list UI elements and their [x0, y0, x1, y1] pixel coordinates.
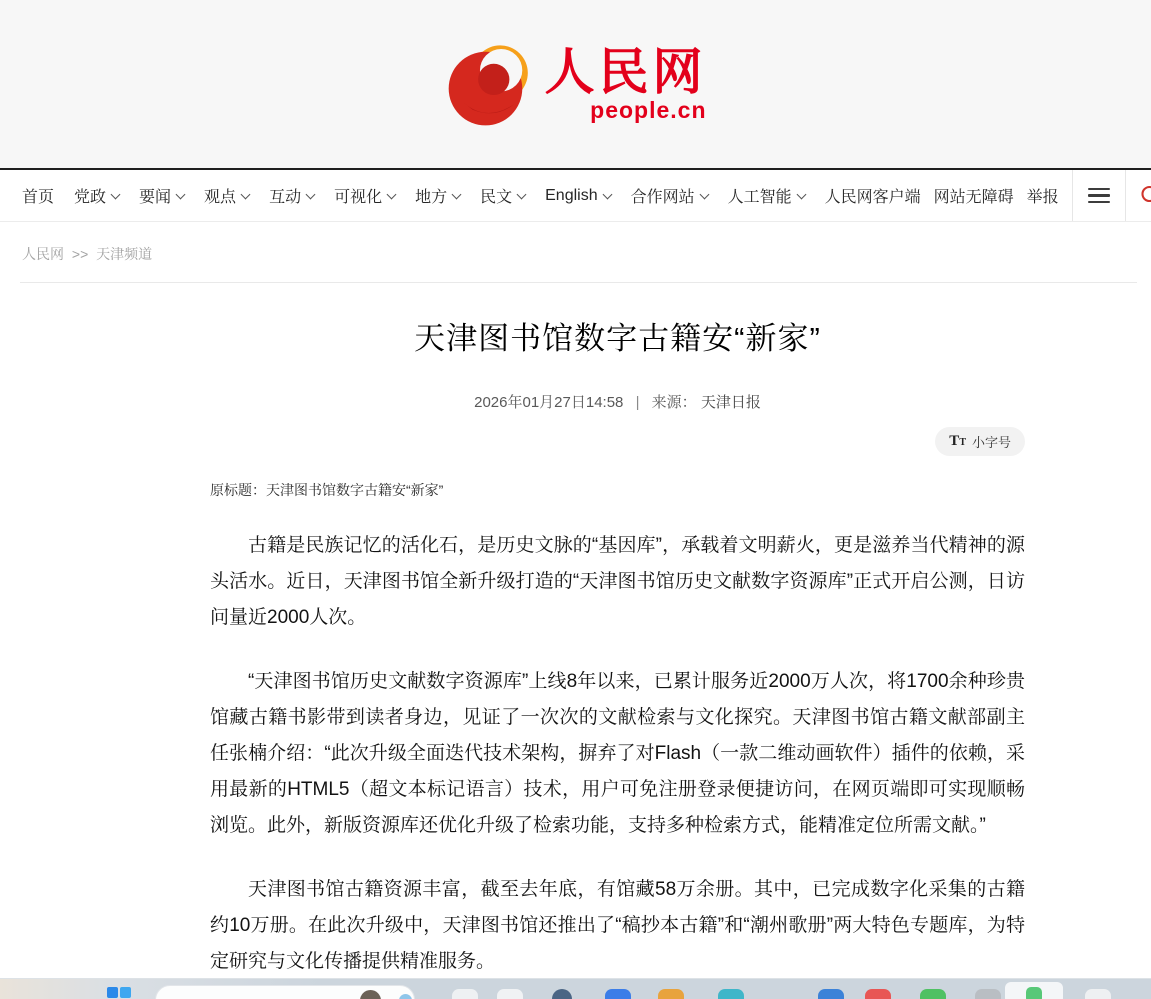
nav-label: 要闻	[139, 189, 172, 206]
people-cn-logo[interactable]	[445, 38, 707, 130]
font-size-label: 小字号	[971, 435, 1011, 451]
nav-label: 可视化	[334, 189, 383, 206]
search-accent-icon	[399, 994, 412, 999]
nav-item-accessibility[interactable]	[934, 184, 1014, 207]
breadcrumb-separator: >>	[71, 246, 89, 262]
breadcrumb-channel-link[interactable]: 天津频道	[96, 246, 153, 262]
chevron-down-icon	[796, 189, 806, 199]
chevron-down-icon	[111, 189, 121, 199]
site-name-en: people.cn	[590, 96, 707, 123]
taskbar-app-icon[interactable]	[975, 989, 1001, 999]
windows-logo-icon	[107, 987, 118, 998]
taskbar-app-icon	[1026, 987, 1042, 999]
nav-label: 互动	[269, 189, 302, 206]
meta-divider: |	[635, 394, 640, 412]
publish-date: 2026年01月27日14:58	[474, 394, 624, 412]
nav-label: 合作网站	[630, 189, 695, 206]
nav-item-keshihua[interactable]	[334, 184, 395, 207]
article-body	[210, 528, 1025, 980]
taskbar-app-icon[interactable]	[818, 989, 844, 999]
nav-item-guandian[interactable]	[204, 184, 249, 207]
people-globe-icon	[445, 38, 537, 130]
nav-label: English	[545, 186, 598, 204]
main-nav	[0, 168, 1151, 222]
nav-item-home[interactable]	[22, 184, 54, 207]
nav-label: 网站无障碍	[933, 189, 1014, 206]
source-label: 来源：	[651, 394, 697, 412]
nav-item-app-client[interactable]	[825, 184, 921, 207]
original-title-text: 天津图书馆数字古籍安“新家”	[266, 482, 444, 499]
nav-item-hezuowangzhan[interactable]	[631, 184, 708, 207]
taskbar-app-icon[interactable]	[552, 989, 572, 999]
start-button[interactable]	[107, 987, 131, 999]
breadcrumb-section	[0, 222, 1151, 283]
nav-item-rengongzhineng[interactable]	[728, 184, 805, 207]
nav-item-yaowen[interactable]	[139, 184, 184, 207]
taskbar-app-icon[interactable]	[865, 989, 891, 999]
source-name[interactable]: 天津日报	[700, 394, 761, 412]
chevron-down-icon	[602, 189, 612, 199]
article-toolbar	[210, 427, 1025, 456]
nav-item-english[interactable]	[545, 187, 610, 205]
nav-label: 民文	[480, 189, 513, 206]
search-button[interactable]	[1125, 170, 1151, 221]
nav-label: 人工智能	[727, 189, 792, 206]
taskbar-active-app[interactable]	[1005, 982, 1063, 999]
paragraph: 古籍是民族记忆的活化石，是历史文脉的“基因库”，承载着文明薪火，更是滋养当代精神的源头活水。近日，天津图书馆全新升级打造的“天津图书馆历史文献数字资源库”正式开启公测，日访问量近2000人次。	[210, 535, 1025, 629]
nav-label: 党政	[74, 189, 107, 206]
nav-label: 地方	[415, 189, 448, 206]
article-meta	[210, 391, 1025, 412]
article	[210, 283, 1025, 980]
paragraph: “天津图书馆历史文献数字资源库”上线8年以来，已累计服务近2000万人次，将1700余种珍贵馆藏古籍书影带到读者身边，见证了一次次的文献检索与文化探究。天津图书馆古籍文献部副主任张楠介绍：“此次升级全面迭代技术架构，摒弃了对Flash（一款二维动画软件）插件的依赖，采用最新的HTML5（超文本标记语言）技术，用户可免注册登录便捷访问，在网页端即可实现顺畅浏览。此外，新版资源库还优化升级了检索功能，支持多种检索方式，能精准定位所需文献。”	[210, 671, 1025, 837]
nav-label: 首页	[22, 189, 55, 206]
chevron-down-icon	[176, 189, 186, 199]
menu-button[interactable]	[1073, 170, 1125, 221]
nav-item-hudong[interactable]	[269, 184, 314, 207]
site-header	[0, 0, 1151, 168]
taskbar-app-icon[interactable]	[658, 989, 684, 999]
nav-item-report[interactable]	[1027, 184, 1059, 207]
nav-icon-section	[1072, 170, 1151, 221]
taskbar-app-icon[interactable]	[920, 989, 946, 999]
breadcrumb-site-link[interactable]: 人民网	[22, 246, 64, 262]
taskbar-app-icon[interactable]	[452, 989, 478, 999]
taskbar-search-box[interactable]	[155, 985, 415, 999]
taskbar-app-icon[interactable]	[1085, 989, 1111, 999]
font-size-button[interactable]	[935, 427, 1025, 456]
site-name-cn: 人民网	[544, 43, 707, 100]
nav-label: 举报	[1026, 189, 1059, 206]
original-title-label: 原标题：	[210, 482, 266, 499]
chevron-down-icon	[699, 189, 709, 199]
nav-item-difang[interactable]	[415, 184, 460, 207]
taskbar-app-icon[interactable]	[718, 989, 744, 999]
hamburger-icon	[1088, 188, 1110, 204]
search-icon	[1139, 184, 1151, 208]
chevron-down-icon	[306, 189, 316, 199]
taskbar	[0, 978, 1151, 999]
breadcrumb	[0, 222, 1151, 282]
chevron-down-icon	[387, 189, 397, 199]
chevron-down-icon	[241, 189, 251, 199]
nav-item-dangzheng[interactable]	[74, 184, 119, 207]
nav-label: 人民网客户端	[824, 189, 921, 206]
chevron-down-icon	[517, 189, 527, 199]
original-title-line	[210, 480, 1025, 500]
article-title: 天津图书馆数字古籍安“新家”	[414, 321, 821, 356]
paragraph: 天津图书馆古籍资源丰富，截至去年底，有馆藏58万余册。其中，已完成数字化采集的古籍约10万册。在此次升级中，天津图书馆还推出了“稿抄本古籍”和“潮州歌册”两大特色专题库，为特定研究与文化传播提供精准服务。	[210, 879, 1025, 973]
font-size-icon: TT	[949, 433, 966, 450]
nav-label: 观点	[204, 189, 237, 206]
nav-item-minwen[interactable]	[480, 184, 525, 207]
chevron-down-icon	[452, 189, 462, 199]
taskbar-app-icon[interactable]	[605, 989, 631, 999]
search-daily-icon	[360, 990, 381, 999]
taskbar-app-icon[interactable]	[497, 989, 523, 999]
